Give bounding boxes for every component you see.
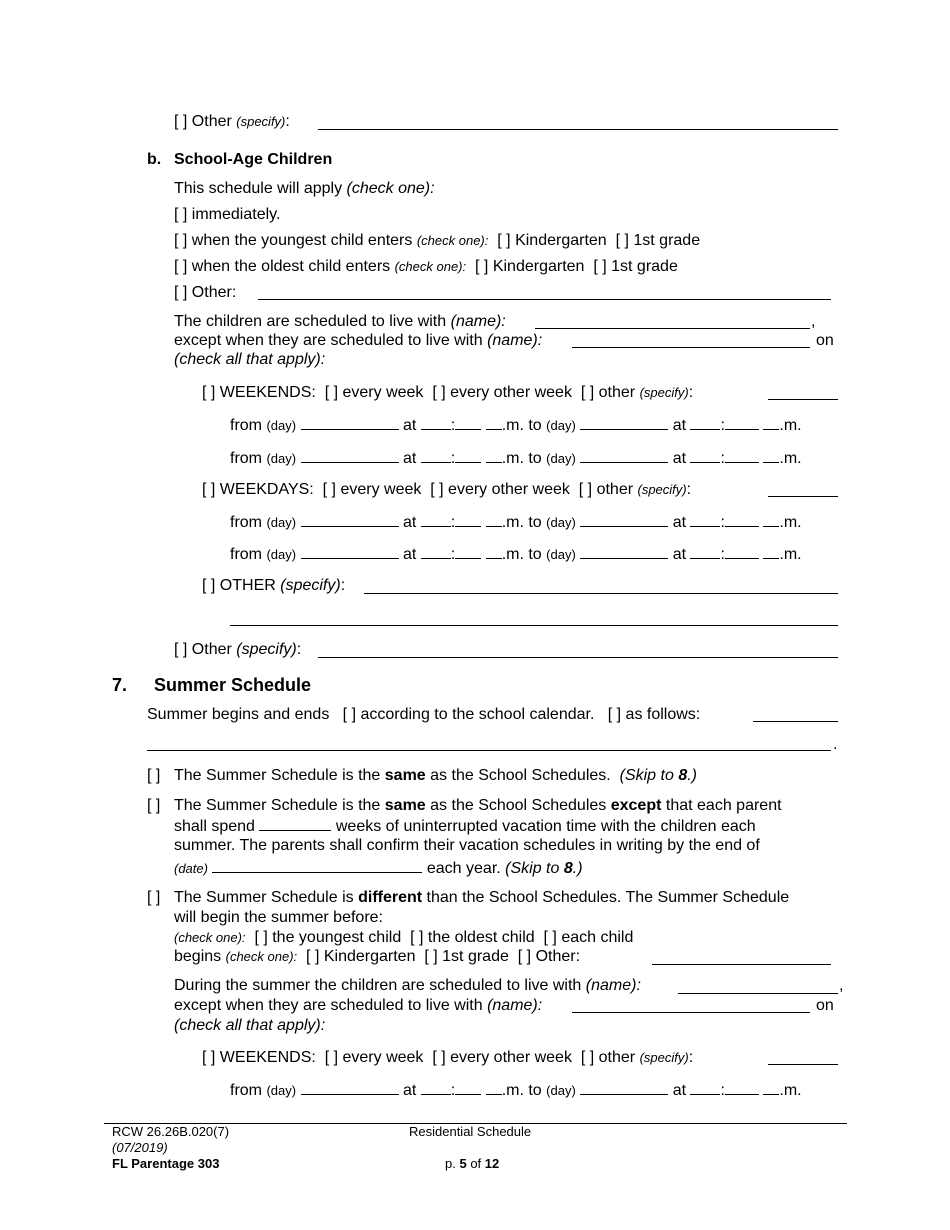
checkbox[interactable]: [ ] bbox=[342, 706, 357, 723]
other-option: [ ] Other: bbox=[174, 284, 237, 301]
weekends-other-line[interactable] bbox=[768, 399, 838, 400]
checkbox[interactable]: [ ] bbox=[254, 929, 268, 946]
checkbox[interactable]: [ ] bbox=[607, 706, 622, 723]
different-option-line-4: begins (check one): [ ] Kindergarten [ ] 1st grade [ ] Other: bbox=[174, 948, 581, 965]
checkbox[interactable]: [ ] bbox=[202, 1049, 216, 1066]
checkbox[interactable]: [ ] bbox=[432, 384, 446, 401]
checkbox[interactable]: [ ] bbox=[615, 232, 629, 249]
other-caps-line-2[interactable] bbox=[230, 625, 838, 626]
other-specify-line[interactable] bbox=[318, 129, 838, 130]
footer-rcw: RCW 26.26B.020(7) bbox=[112, 1124, 230, 1139]
except-option-line-4: (date) each year. (Skip to 8.) bbox=[174, 860, 583, 877]
scheduled-with-row: The children are scheduled to live with (name): bbox=[174, 313, 506, 330]
check-all-label: (check all that apply): bbox=[174, 351, 326, 368]
checkbox[interactable]: [ ] bbox=[324, 1049, 339, 1066]
checkbox[interactable]: [ ] bbox=[432, 1049, 446, 1066]
checkbox[interactable]: [ ] bbox=[174, 258, 188, 275]
checkbox[interactable]: [ ] bbox=[174, 206, 188, 223]
checkbox[interactable]: [ ] bbox=[324, 384, 339, 401]
time-row-1: from (day) at : .m. to (day) at : .m. bbox=[230, 417, 802, 434]
different-option-line-1: The Summer Schedule is different than the School Schedules. The Summer Schedule bbox=[174, 889, 790, 906]
section-7-title: Summer Schedule bbox=[154, 675, 312, 695]
other-specify-line-2[interactable] bbox=[318, 657, 838, 658]
weekends-row: [ ] WEEKENDS: [ ] every week [ ] every other week [ ] other (specify): bbox=[202, 384, 694, 401]
summer-time-row-1: from (day) at : .m. to (day) at : .m. bbox=[230, 1082, 802, 1099]
footer-date: (07/2019) bbox=[112, 1140, 168, 1155]
apply-intro: This schedule will apply (check one): bbox=[174, 180, 435, 197]
scheduled-with-name-line[interactable] bbox=[535, 328, 810, 329]
other-option-line[interactable] bbox=[258, 299, 831, 300]
checkbox[interactable]: [ ] bbox=[202, 481, 216, 498]
as-follows-line-2[interactable] bbox=[147, 750, 831, 751]
checkbox[interactable]: [ ] bbox=[174, 641, 188, 658]
summer-weekends-other-line[interactable] bbox=[768, 1064, 838, 1065]
checkbox[interactable]: [ ] bbox=[174, 113, 188, 130]
footer-title: Residential Schedule bbox=[409, 1124, 532, 1139]
other-specify-row: [ ] Other (specify): bbox=[174, 113, 290, 130]
checkbox[interactable]: [ ] bbox=[306, 948, 320, 965]
other-specify-row-2: [ ] Other (specify): bbox=[174, 641, 302, 658]
summer-begins-row: Summer begins and ends [ ] according to the school calendar. [ ] as follows: bbox=[147, 706, 701, 723]
same-option: The Summer Schedule is the same as the School Schedules. (Skip to 8.) bbox=[174, 767, 697, 784]
except-option-line-2: shall spend weeks of uninterrupted vacation time with the children each bbox=[174, 818, 756, 835]
other-caps-row: [ ] OTHER (specify): bbox=[202, 577, 346, 594]
checkbox[interactable]: [ ] bbox=[578, 481, 593, 498]
immediately-option: [ ] immediately. bbox=[174, 206, 281, 223]
different-option-line-3: (check one): [ ] the youngest child [ ] the oldest child [ ] each child bbox=[174, 929, 634, 946]
checkbox[interactable]: [ ] bbox=[475, 258, 489, 275]
checkbox[interactable]: [ ] bbox=[517, 948, 532, 965]
checkbox[interactable]: [ ] bbox=[497, 232, 511, 249]
checkbox[interactable]: [ ] bbox=[322, 481, 336, 498]
section-b-title: School-Age Children bbox=[174, 151, 333, 168]
checkbox[interactable]: [ ] bbox=[593, 258, 607, 275]
summer-except-name-line[interactable] bbox=[572, 1012, 810, 1013]
checkbox[interactable]: [ ] bbox=[147, 797, 161, 814]
youngest-enters-option: [ ] when the youngest child enters (check one): [ ] Kindergarten [ ] 1st grade bbox=[174, 232, 701, 249]
checkbox[interactable]: [ ] bbox=[543, 929, 557, 946]
as-follows-line-1[interactable] bbox=[753, 721, 838, 722]
checkbox[interactable]: [ ] bbox=[424, 948, 438, 965]
summer-except-row: except when they are scheduled to live with (name): bbox=[174, 997, 543, 1014]
time-row-4: from (day) at : .m. to (day) at : .m. bbox=[230, 546, 802, 563]
weekdays-row: [ ] WEEKDAYS: [ ] every week [ ] every other week [ ] other (specify): bbox=[202, 481, 692, 498]
checkbox[interactable]: [ ] bbox=[174, 232, 188, 249]
other-caps-line-1[interactable] bbox=[364, 593, 838, 594]
begins-other-line[interactable] bbox=[652, 964, 831, 965]
except-option-line-3: summer. The parents shall confirm their vacation schedules in writing by the end of bbox=[174, 837, 760, 854]
checkbox[interactable]: [ ] bbox=[174, 284, 188, 301]
time-row-3: from (day) at : .m. to (day) at : .m. bbox=[230, 514, 802, 531]
except-when-row: except when they are scheduled to live with (name): bbox=[174, 332, 543, 349]
different-option-line-2: will begin the summer before: bbox=[174, 909, 383, 926]
checkbox[interactable]: [ ] bbox=[580, 1049, 595, 1066]
except-when-name-line[interactable] bbox=[572, 347, 810, 348]
during-summer-row: During the summer the children are scheduled to live with (name): bbox=[174, 977, 641, 994]
checkbox[interactable]: [ ] bbox=[147, 889, 161, 906]
during-summer-name-line[interactable] bbox=[678, 993, 838, 994]
checkbox[interactable]: [ ] bbox=[202, 384, 216, 401]
summer-check-all-label: (check all that apply): bbox=[174, 1017, 326, 1034]
oldest-enters-option: [ ] when the oldest child enters (check one): [ ] Kindergarten [ ] 1st grade bbox=[174, 258, 678, 275]
summer-weekends-row: [ ] WEEKENDS: [ ] every week [ ] every other week [ ] other (specify): bbox=[202, 1049, 694, 1066]
section-7-number: 7. bbox=[112, 675, 128, 695]
checkbox[interactable]: [ ] bbox=[202, 577, 216, 594]
footer-form: FL Parentage 303 bbox=[112, 1156, 220, 1171]
checkbox[interactable]: [ ] bbox=[580, 384, 595, 401]
section-b-letter: b. bbox=[147, 151, 162, 168]
weekdays-other-line[interactable] bbox=[768, 496, 838, 497]
time-row-2: from (day) at : .m. to (day) at : .m. bbox=[230, 450, 802, 467]
footer-page: p. 5 of 12 bbox=[445, 1156, 500, 1171]
checkbox[interactable]: [ ] bbox=[147, 767, 161, 784]
except-option-line-1: The Summer Schedule is the same as the School Schedules except that each parent bbox=[174, 797, 782, 814]
checkbox[interactable]: [ ] bbox=[410, 929, 424, 946]
checkbox[interactable]: [ ] bbox=[430, 481, 444, 498]
